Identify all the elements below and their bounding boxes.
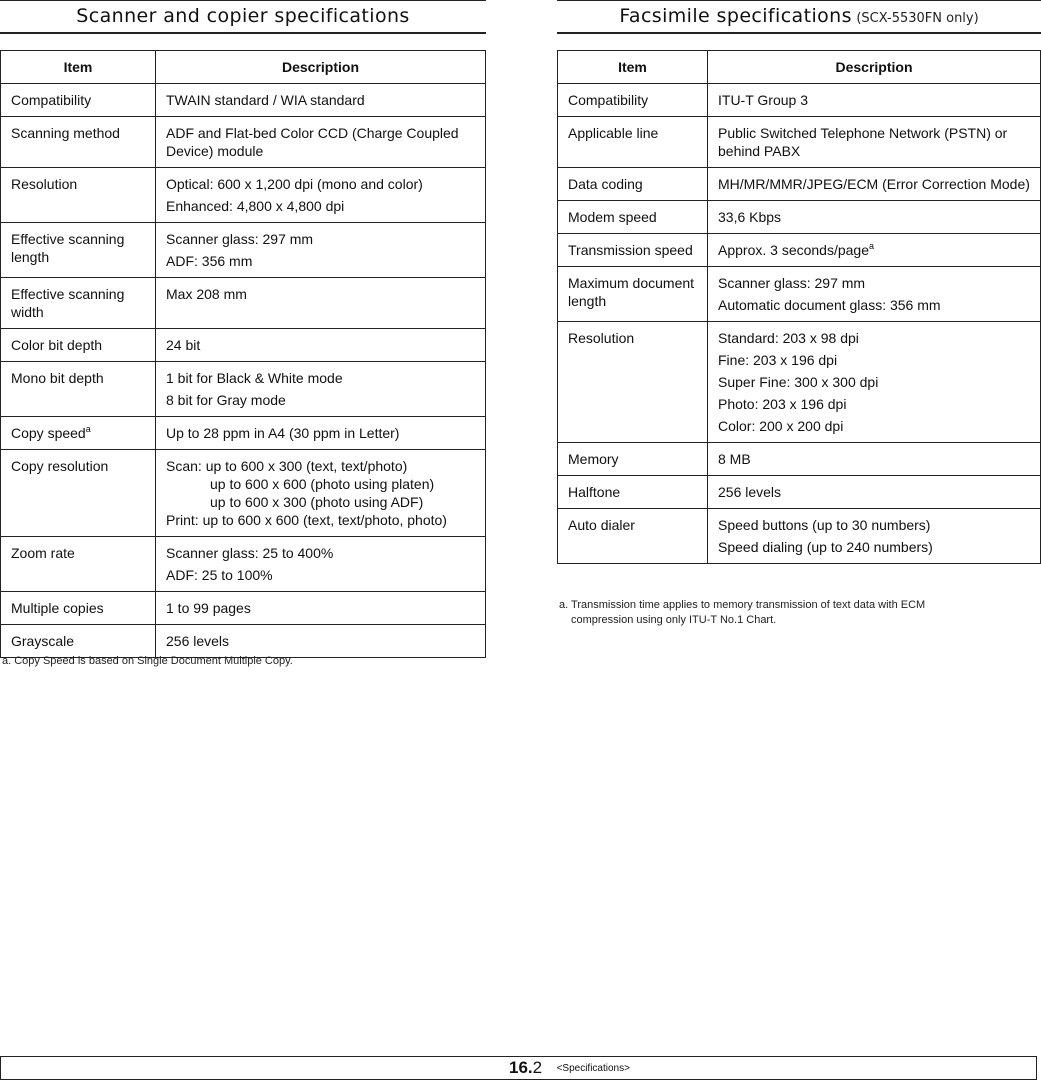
item-cell: Effective scanning width [1,278,156,329]
description-cell [708,201,1041,234]
item-cell: Color bit depth [1,329,156,362]
item-label: Copy speed [11,425,86,441]
table-header-row [558,51,1041,84]
table-row [1,450,486,537]
description-text: Approx. 3 seconds/page [718,242,869,258]
description-cell [156,592,486,625]
page-footer [0,1056,1037,1080]
item-cell: Data coding [558,168,708,201]
fax-footnote [559,598,1029,628]
description-line: Scanner glass: 25 to 400% [166,545,334,561]
item-cell: Transmission speed [558,234,708,267]
description-cell [156,223,486,278]
chapter-label: <Specifications> [556,1063,630,1074]
description-line: Fine: 203 x 196 dpi [718,352,838,368]
column-header-description: Description [156,51,486,84]
item-cell: Modem speed [558,201,708,234]
description-line: Automatic document glass: 356 mm [718,297,941,313]
description-line [718,241,1030,259]
table-row [1,117,486,168]
page-number-major: 16. [509,1058,533,1077]
page-number-minor: 2 [532,1058,543,1077]
item-cell: Mono bit depth [1,362,156,417]
table-row [558,267,1041,322]
description-cell [156,417,486,450]
item-cell: Compatibility [1,84,156,117]
table-row [558,117,1041,168]
table-row [1,223,486,278]
description-cell [156,362,486,417]
description-cell [708,84,1041,117]
footnote-marker: a [85,424,91,434]
footnote-marker: a [869,241,875,251]
scanner-section-title: Scanner and copier specifications [76,5,410,27]
description-line: ADF: 25 to 100% [166,567,273,583]
item-cell: Applicable line [558,117,708,168]
description-cell [708,509,1041,564]
table-row [558,443,1041,476]
description-line: 8 bit for Gray mode [166,392,286,408]
description-line: Photo: 203 x 196 dpi [718,396,847,412]
item-cell: Zoom rate [1,537,156,592]
table-row [558,84,1041,117]
item-cell: Copy resolution [1,450,156,537]
fax-footnote-line2: compression using only ITU-T No.1 Chart. [571,614,777,626]
scanner-spec-table [0,50,486,658]
description-cell [156,450,486,537]
description-line: 1 bit for Black & White mode [166,370,343,386]
description-cell [156,329,486,362]
description-line: Max 208 mm [166,286,247,302]
description-line: up to 600 x 600 (photo using platen) [210,476,435,492]
description-line: 24 bit [166,337,201,353]
facsimile-section [557,0,1041,626]
table-row [558,201,1041,234]
scanner-section-heading [0,0,486,34]
description-line: Color: 200 x 200 dpi [718,418,844,434]
fax-model-note: (SCX-5530FN only) [856,11,979,26]
description-line: Print: up to 600 x 600 (text, text/photo, photo) [166,512,447,528]
description-line: MH/MR/MMR/JPEG/ECM (Error Correction Mode) [718,176,1030,192]
item-cell: Maximum document length [558,267,708,322]
description-line: 256 levels [718,484,782,500]
column-header-item: Item [1,51,156,84]
item-cell: Memory [558,443,708,476]
footer-content [509,1058,630,1078]
item-cell [1,417,156,450]
description-cell [708,443,1041,476]
description-line: ITU-T Group 3 [718,92,808,108]
description-line: 256 levels [166,633,230,649]
description-line: 33,6 Kbps [718,209,782,225]
table-row [1,417,486,450]
table-row [1,278,486,329]
table-row [1,329,486,362]
description-cell [156,625,486,658]
item-cell: Resolution [558,322,708,443]
table-row [1,625,486,658]
description-line: Standard: 203 x 98 dpi [718,330,859,346]
fax-footnote-line1: a. Transmission time applies to memory transmission of text data with ECM [559,599,926,611]
description-cell [708,117,1041,168]
description-cell [156,168,486,223]
description-line: Super Fine: 300 x 300 dpi [718,374,879,390]
item-cell: Effective scanning length [1,223,156,278]
item-cell: Grayscale [1,625,156,658]
column-header-description: Description [708,51,1041,84]
description-line: 1 to 99 pages [166,600,251,616]
description-line: Speed dialing (up to 240 numbers) [718,539,933,555]
item-cell: Halftone [558,476,708,509]
fax-section-heading [557,0,1041,34]
table-header-row [1,51,486,84]
item-cell: Auto dialer [558,509,708,564]
table-row [558,168,1041,201]
table-row [1,84,486,117]
item-cell: Compatibility [558,84,708,117]
description-cell [708,267,1041,322]
table-row [558,476,1041,509]
column-header-item: Item [558,51,708,84]
description-cell [156,117,486,168]
description-cell [156,84,486,117]
table-row [1,592,486,625]
description-line: Public Switched Telephone Network (PSTN) or behind PABX [718,125,1008,159]
description-line: 8 MB [718,451,751,467]
description-cell [708,234,1041,267]
item-cell: Resolution [1,168,156,223]
description-cell [156,278,486,329]
description-line: ADF and Flat-bed Color CCD (Charge Coupled Device) module [166,125,459,159]
description-cell [156,537,486,592]
table-row [1,537,486,592]
table-row [558,234,1041,267]
description-line: up to 600 x 300 (photo using ADF) [210,494,424,510]
description-cell [708,476,1041,509]
scanner-footnote: a. Copy Speed is based on Single Document Multiple Copy. [2,655,293,667]
item-cell: Multiple copies [1,592,156,625]
description-line: Up to 28 ppm in A4 (30 ppm in Letter) [166,425,400,441]
description-line: Scanner glass: 297 mm [166,231,314,247]
description-line: Enhanced: 4,800 x 4,800 dpi [166,198,345,214]
description-cell [708,168,1041,201]
description-line: Scan: up to 600 x 300 (text, text/photo) [166,458,408,474]
description-line: ADF: 356 mm [166,253,253,269]
description-cell [708,322,1041,443]
description-line: Optical: 600 x 1,200 dpi (mono and color) [166,176,423,192]
item-cell: Scanning method [1,117,156,168]
table-row [558,322,1041,443]
table-row [1,362,486,417]
description-line: TWAIN standard / WIA standard [166,92,365,108]
description-line: Scanner glass: 297 mm [718,275,866,291]
fax-spec-table [557,50,1041,564]
scanner-copier-section [0,0,486,667]
table-row [558,509,1041,564]
table-row [1,168,486,223]
description-line: Speed buttons (up to 30 numbers) [718,517,931,533]
fax-section-title: Facsimile specifications [619,5,852,27]
